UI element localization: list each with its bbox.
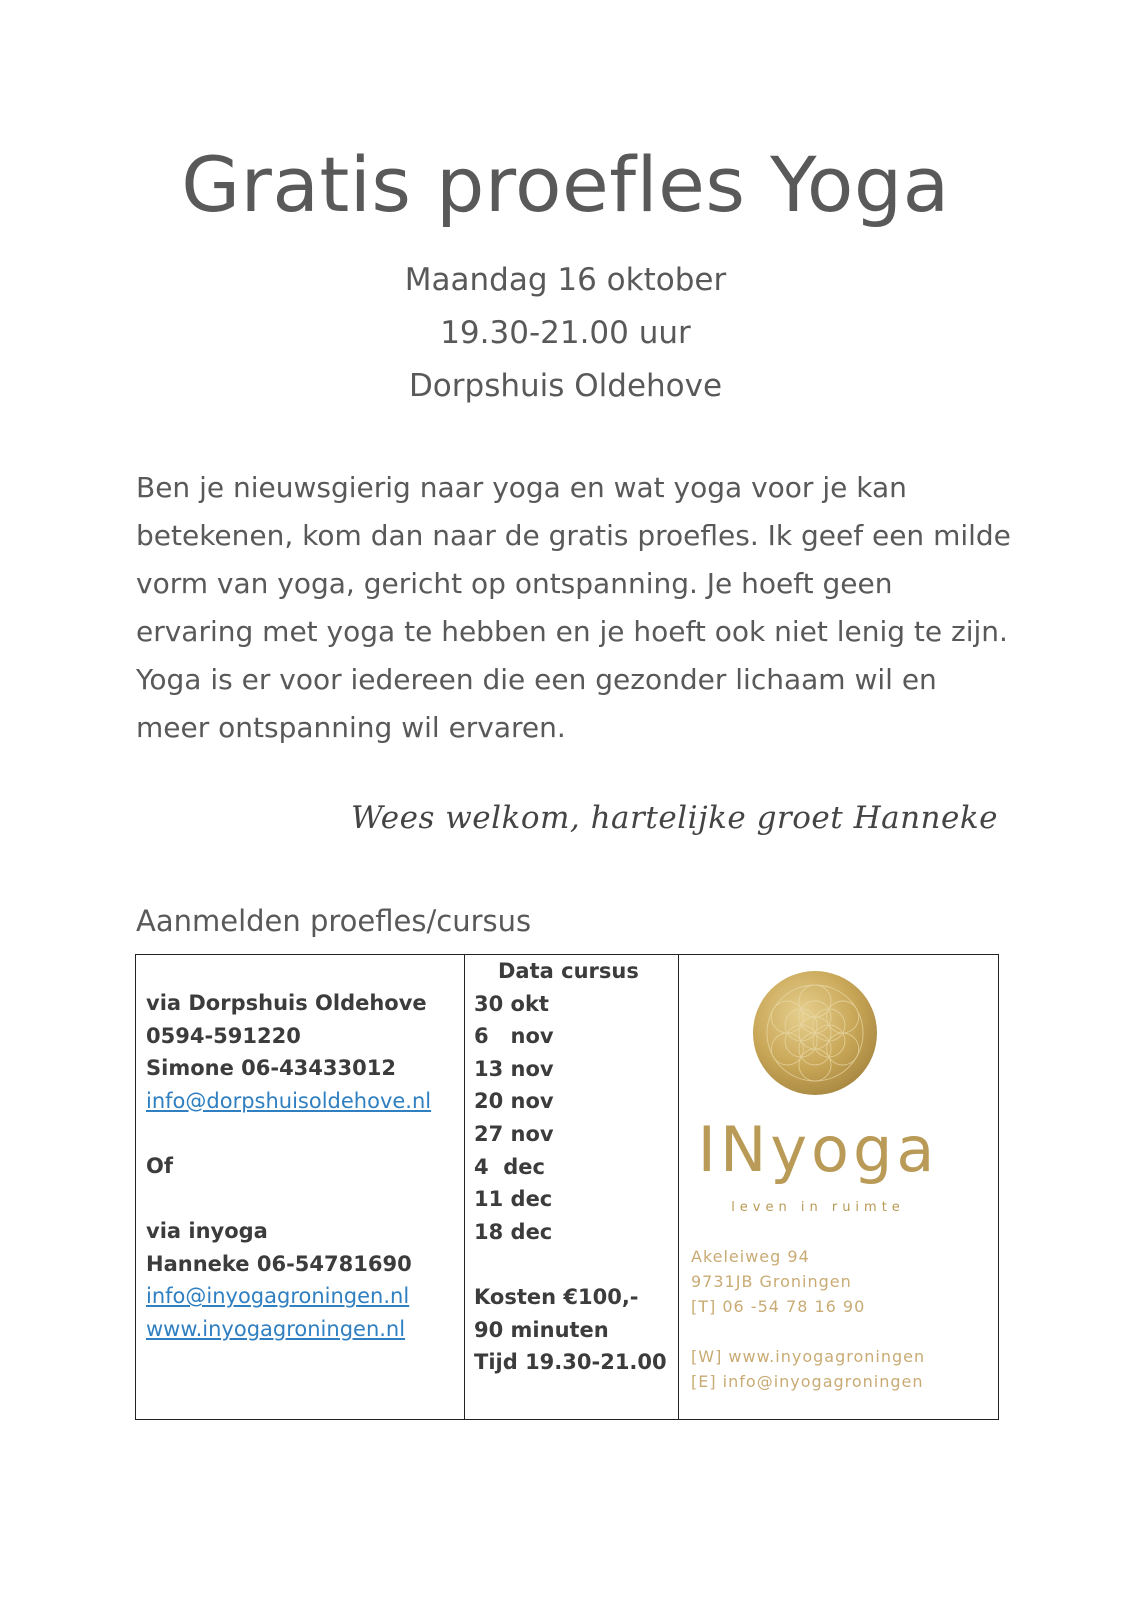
signup-heading: Aanmelden proefles/cursus — [136, 904, 532, 938]
brand-email: [E] info@inyogagroningen — [691, 1372, 924, 1391]
course-date: 20 nov — [474, 1089, 554, 1114]
intro-line: Yoga is er voor iedereen die een gezonder lichaam wil en — [136, 663, 937, 696]
contact-via-inyoga: via inyoga — [146, 1219, 268, 1244]
contact-or: Of — [146, 1153, 173, 1178]
contact-via-dorpshuis: via Dorpshuis Oldehove — [146, 991, 427, 1015]
contact-phone-dorpshuis: 0594-591220 — [146, 1023, 301, 1048]
brand-city: 9731JB Groningen — [691, 1272, 852, 1291]
course-date: 13 nov — [474, 1056, 554, 1081]
intro-line: betekenen, kom dan naar de gratis proefles. Ik geef een milde — [136, 519, 1011, 552]
column-divider — [464, 955, 465, 1419]
website-link[interactable]: www.inyogagroningen.nl — [146, 1316, 406, 1341]
contact-cell — [146, 987, 431, 1346]
brand-name: INyoga — [697, 1113, 939, 1186]
greeting: Wees welkom, hartelijke groet Hanneke — [350, 800, 998, 836]
email-link-dorpshuis[interactable]: info@dorpshuisoldehove.nl — [146, 1088, 432, 1113]
course-duration: 90 minuten — [474, 1317, 609, 1342]
brand-phone: [T] 06 -54 78 16 90 — [691, 1297, 866, 1316]
course-date: 18 dec — [474, 1219, 553, 1244]
spacer — [474, 1248, 667, 1281]
course-time: Tijd 19.30-21.00 — [474, 1350, 667, 1375]
course-date: 30 okt — [474, 991, 549, 1016]
event-date: Maandag 16 oktober — [404, 262, 727, 298]
brand-tagline: leven in ruimte — [731, 1200, 905, 1215]
course-cell — [474, 955, 667, 1379]
intro-line: Ben je nieuwsgierig naar yoga en wat yoga voor je kan — [136, 471, 907, 504]
brand-address: Akeleiweg 94 — [691, 1247, 810, 1266]
intro-line: ervaring met yoga te hebben en je hoeft ook niet lenig te zijn. — [136, 615, 1008, 648]
page-title: Gratis proefles Yoga — [181, 140, 950, 229]
intro-line: meer ontspanning wil ervaren. — [136, 711, 566, 744]
column-divider — [678, 955, 679, 1419]
spacer — [146, 1183, 431, 1216]
spacer — [146, 1117, 431, 1150]
event-time: 19.30-21.00 uur — [440, 315, 691, 351]
course-heading: Data cursus — [498, 959, 639, 983]
intro-line: vorm van yoga, gericht op ontspanning. Je hoeft geen — [136, 567, 893, 600]
email-link-inyoga[interactable]: info@inyogagroningen.nl — [146, 1284, 410, 1309]
contact-hanneke: Hanneke 06-54781690 — [146, 1251, 412, 1276]
spacer — [691, 1319, 925, 1344]
course-cost: Kosten €100,- — [474, 1284, 639, 1309]
event-location: Dorpshuis Oldehove — [408, 368, 723, 404]
course-date: 4 dec — [474, 1154, 545, 1179]
brand-web: [W] www.inyogagroningen — [691, 1347, 926, 1366]
intro-paragraph — [136, 464, 1016, 752]
course-date: 6 nov — [474, 1024, 554, 1049]
brand-contact — [691, 1244, 925, 1394]
flower-of-life-logo-icon — [752, 970, 878, 1096]
course-date: 27 nov — [474, 1121, 554, 1146]
course-date: 11 dec — [474, 1187, 553, 1212]
contact-simone: Simone 06-43433012 — [146, 1056, 396, 1081]
